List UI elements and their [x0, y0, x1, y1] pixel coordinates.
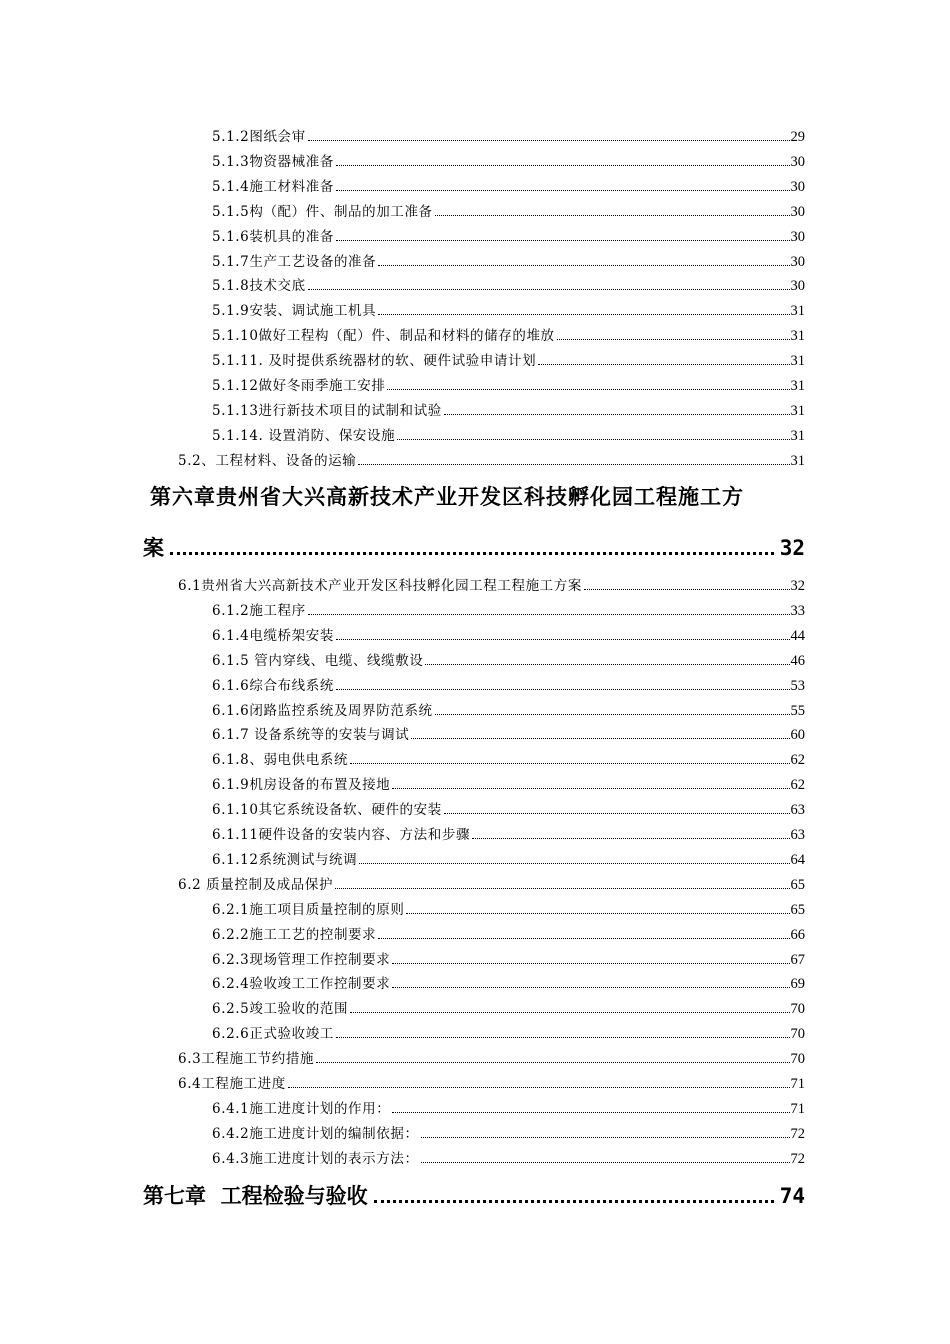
dot-leader — [288, 1086, 790, 1088]
toc-entry[interactable] — [212, 377, 805, 395]
dot-leader — [397, 438, 789, 440]
toc-entry-page: 30 — [790, 153, 805, 170]
dot-leader — [359, 862, 789, 864]
toc-entry-title: 5.1.9安装、调试施工机具 — [212, 303, 377, 320]
toc-entry-title: 6.1贵州省大兴高新技术产业开发区科技孵化园工程工程施工方案 — [178, 578, 582, 594]
dot-leader — [336, 638, 790, 640]
toc-entry-page: 66 — [790, 926, 805, 943]
toc-entry-page: 30 — [790, 278, 805, 295]
dot-leader — [316, 1061, 789, 1063]
toc-entry-title: 6.1.2施工程序 — [212, 602, 306, 619]
dot-leader — [538, 363, 789, 365]
toc-entry-title: 6.3工程施工节约措施 — [178, 1051, 315, 1068]
toc-entry-page: 72 — [790, 1125, 805, 1142]
toc-entry-page: 64 — [790, 851, 805, 868]
toc-entry-page: 31 — [790, 328, 805, 345]
dot-leader — [336, 189, 790, 191]
toc-entry[interactable] — [212, 402, 805, 420]
toc-entry-title: 6.2.5竣工验收的范围 — [212, 1001, 349, 1018]
toc-entry-page: 71 — [790, 1100, 805, 1117]
toc-entry[interactable] — [212, 926, 805, 944]
toc-entry-title: 6.1.6闭路监控系统及周界防范系统 — [212, 702, 433, 719]
dot-leader — [374, 1200, 774, 1203]
toc-entry[interactable] — [212, 826, 805, 844]
toc-entry-page: 55 — [790, 702, 805, 719]
dot-leader — [308, 613, 790, 615]
toc-entry-page: 63 — [790, 827, 805, 843]
toc-entry[interactable] — [212, 228, 805, 246]
toc-entry-title: 5.1.12做好冬雨季施工安排 — [212, 378, 386, 394]
toc-entry-page: 67 — [790, 951, 805, 968]
toc-entry-title: 5.1.3物资器械准备 — [212, 153, 334, 170]
toc-entry-title: 6.2.6正式验收竣工 — [212, 1026, 334, 1043]
dot-leader — [336, 164, 790, 166]
chapter-6-title-cont: 案 — [143, 535, 164, 560]
toc-entry-page: 63 — [790, 802, 805, 819]
toc-entry[interactable] — [212, 602, 805, 620]
toc-entry[interactable] — [212, 178, 805, 196]
dot-leader — [387, 388, 789, 390]
toc-entry[interactable] — [212, 951, 805, 969]
chapter-6-page: 32 — [779, 536, 805, 560]
toc-entry-page: 29 — [790, 129, 805, 145]
toc-entry[interactable] — [212, 726, 805, 744]
toc-entry[interactable] — [178, 1075, 805, 1093]
toc-entry[interactable] — [212, 153, 805, 171]
toc-entry-title: 6.1.12系统测试与统调 — [212, 851, 358, 868]
toc-entry[interactable] — [178, 577, 805, 595]
toc-entry[interactable] — [212, 801, 805, 819]
toc-entry-title: 5.1.7生产工艺设备的准备 — [212, 253, 377, 270]
toc-entry-title: 5.2、工程材料、设备的运输 — [178, 452, 357, 469]
toc-entry[interactable] — [212, 1100, 805, 1118]
toc-entry-title: 6.1.7 设备系统等的安装与调试 — [212, 727, 410, 744]
toc-entry-page: 31 — [790, 402, 805, 419]
toc-entry-title: 5.1.5构（配）件、制品的加工准备 — [212, 203, 433, 220]
chapter-6-heading-line2[interactable] — [143, 533, 805, 563]
toc-entry-title: 5.1.6装机具的准备 — [212, 228, 334, 245]
toc-entry-page: 53 — [790, 677, 805, 694]
dot-leader — [584, 588, 790, 590]
toc-entry[interactable] — [212, 277, 805, 295]
toc-entry[interactable] — [212, 975, 805, 993]
toc-entry-title: 6.1.10其它系统设备软、硬件的安装 — [212, 802, 442, 819]
toc-entry[interactable] — [212, 203, 805, 221]
toc-entry[interactable] — [212, 901, 805, 919]
dot-leader — [472, 837, 789, 839]
toc-entry-title: 6.4工程施工进度 — [178, 1076, 286, 1092]
toc-entry-page: 30 — [790, 178, 805, 195]
toc-entry-page: 69 — [790, 976, 805, 993]
toc-entry[interactable] — [178, 1050, 805, 1068]
toc-entry-title: 5.1.10做好工程构（配）件、制品和材料的储存的堆放 — [212, 328, 555, 345]
dot-leader — [435, 214, 790, 216]
toc-entry-title: 6.2.2施工工艺的控制要求 — [212, 926, 377, 943]
toc-entry[interactable] — [212, 302, 805, 320]
dot-leader — [392, 1111, 789, 1113]
toc-entry-page: 31 — [790, 353, 805, 370]
dot-leader — [421, 1161, 790, 1163]
toc-entry-title: 6.1.6综合布线系统 — [212, 677, 334, 694]
chapter-6-title: 第六章贵州省大兴高新技术产业开发区科技孵化园工程施工方 — [150, 484, 744, 509]
toc-entry-title: 5.1.14. 设置消防、保安设施 — [212, 427, 396, 444]
toc-entry-page: 32 — [790, 578, 805, 594]
toc-entry-page: 70 — [790, 1051, 805, 1068]
toc-entry-title: 5.1.8技术交底 — [212, 278, 306, 295]
toc-entry[interactable] — [212, 627, 805, 645]
toc-entry-page: 30 — [790, 253, 805, 270]
toc-entry-page: 60 — [790, 727, 805, 744]
dot-leader — [308, 288, 790, 290]
toc-entry[interactable] — [212, 327, 805, 345]
toc-entry-title: 6.4.2施工进度计划的编制依据： — [212, 1125, 419, 1142]
toc-entry-title: 5.1.4施工材料准备 — [212, 178, 334, 195]
toc-entry[interactable] — [212, 702, 805, 720]
toc-entry-page: 31 — [790, 427, 805, 444]
toc-entry-title: 6.1.8、弱电供电系统 — [212, 752, 349, 769]
toc-entry[interactable] — [212, 128, 805, 146]
toc-entry[interactable] — [178, 452, 805, 470]
toc-entry-page: 46 — [790, 652, 805, 669]
toc-entry[interactable] — [212, 652, 805, 670]
dot-leader — [406, 912, 789, 914]
dot-leader — [411, 737, 789, 739]
toc-entry[interactable] — [212, 677, 805, 695]
dot-leader — [421, 1136, 790, 1138]
toc-entry-title: 6.2 质量控制及成品保护 — [178, 876, 334, 893]
toc-entry[interactable] — [212, 1150, 805, 1168]
toc-entry-page: 44 — [790, 627, 805, 644]
dot-leader — [335, 887, 789, 889]
dot-leader — [392, 962, 789, 964]
toc-entry-title: 6.4.3施工进度计划的表示方法： — [212, 1150, 419, 1167]
toc-entry[interactable] — [212, 253, 805, 271]
dot-leader — [378, 937, 789, 939]
toc-entry[interactable] — [212, 427, 805, 445]
dot-leader — [378, 313, 789, 315]
toc-entry-page: 33 — [790, 602, 805, 619]
toc-entry[interactable] — [178, 876, 805, 894]
toc-entry-title: 6.1.5 管内穿线、电缆、线缆敷设 — [212, 652, 424, 669]
toc-entry-page: 30 — [790, 203, 805, 220]
dot-leader — [336, 239, 790, 241]
toc-entry-page: 72 — [790, 1150, 805, 1167]
toc-entry[interactable] — [212, 776, 805, 794]
toc-entry-page: 70 — [790, 1026, 805, 1043]
toc-entry-page: 31 — [790, 378, 805, 394]
toc-entry[interactable] — [212, 352, 805, 370]
toc-entry-page: 30 — [790, 228, 805, 245]
chapter-6-heading-line1[interactable] — [150, 482, 805, 512]
chapter-7-page: 74 — [779, 1184, 805, 1208]
toc-entry-page: 71 — [790, 1076, 805, 1092]
chapter-7-title: 第七章 工程检验与验收 — [143, 1183, 368, 1208]
toc-entry-page: 70 — [790, 1001, 805, 1018]
toc-entry-title: 6.1.11硬件设备的安装内容、方法和步骤 — [212, 827, 471, 843]
toc-entry-title: 5.1.13进行新技术项目的试制和试验 — [212, 402, 442, 419]
toc-entry-title: 6.2.1施工项目质量控制的原则 — [212, 901, 405, 918]
dot-leader — [392, 787, 789, 789]
toc-entry-title: 6.4.1施工进度计划的作用： — [212, 1100, 391, 1117]
dot-leader — [557, 338, 790, 340]
toc-entry-page: 62 — [790, 777, 805, 794]
toc-entry-title: 5.1.2图纸会审 — [212, 129, 306, 145]
toc-entry-title: 6.1.4电缆桥架安装 — [212, 627, 334, 644]
toc-entry-page: 65 — [790, 901, 805, 918]
toc-entry[interactable] — [212, 751, 805, 769]
toc-entry[interactable] — [212, 1000, 805, 1018]
toc-entry-title: 6.1.9机房设备的布置及接地 — [212, 777, 391, 794]
dot-leader — [444, 812, 790, 814]
chapter-7-heading[interactable] — [143, 1181, 805, 1211]
dot-leader — [425, 663, 789, 665]
toc-entry[interactable] — [212, 1125, 805, 1143]
dot-leader — [358, 463, 789, 465]
dot-leader — [392, 986, 789, 988]
dot-leader — [350, 1011, 789, 1013]
toc-entry-page: 62 — [790, 752, 805, 769]
dot-leader — [336, 1036, 790, 1038]
toc-entry-title: 5.1.11. 及时提供系统器材的软、硬件试验申请计划 — [212, 353, 537, 370]
toc-entry[interactable] — [212, 851, 805, 869]
dot-leader — [170, 552, 774, 555]
dot-leader — [336, 688, 790, 690]
dot-leader — [308, 139, 790, 141]
toc-entry-title: 6.2.4验收竣工工作控制要求 — [212, 976, 391, 993]
dot-leader — [435, 713, 790, 715]
toc-entry-page: 65 — [790, 876, 805, 893]
dot-leader — [350, 762, 789, 764]
toc-entry-page: 31 — [790, 452, 805, 469]
dot-leader — [444, 413, 790, 415]
toc-entry[interactable] — [212, 1025, 805, 1043]
toc-entry-page: 31 — [790, 303, 805, 320]
dot-leader — [378, 264, 789, 266]
toc-entry-title: 6.2.3现场管理工作控制要求 — [212, 951, 391, 968]
